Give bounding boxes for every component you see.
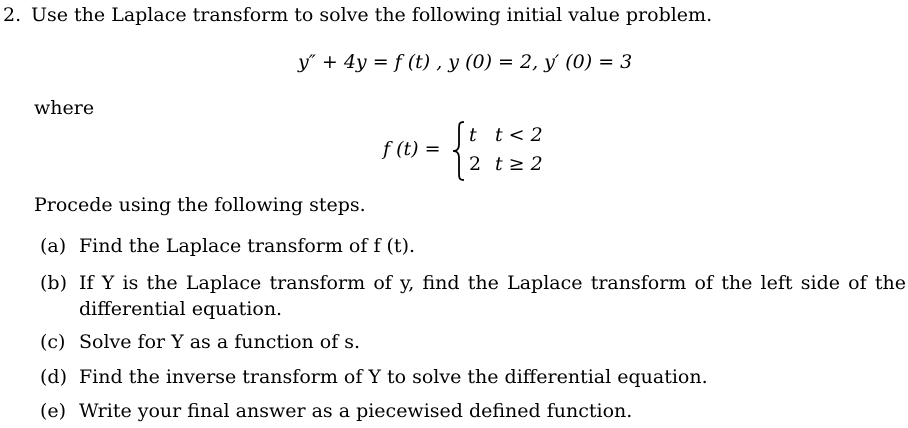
piecewise-case-2 xyxy=(469,151,543,177)
step-e-text: Write your final answer as a piecewised defined function. xyxy=(79,400,633,422)
left-brace-icon xyxy=(451,120,467,182)
step-b xyxy=(40,270,906,322)
problem-statement: Use the Laplace transform to solve the following initial value problem. xyxy=(31,4,713,26)
procede-instruction: Procede using the following steps. xyxy=(34,194,366,216)
where-label: where xyxy=(34,97,95,119)
step-a-text: Find the Laplace transform of f (t). xyxy=(79,235,416,257)
step-c-label: (c) xyxy=(40,331,66,353)
step-d-text: Find the inverse transform of Y to solve the differential equation. xyxy=(79,366,708,388)
step-c xyxy=(40,329,906,355)
step-d-label: (d) xyxy=(40,366,67,388)
problem-number: 2. xyxy=(3,4,22,26)
step-e-label: (e) xyxy=(40,400,67,422)
step-b-label: (b) xyxy=(40,272,67,294)
differential-equation: y″ + 4y = f (t) , y (0) = 2, y′ (0) = 3 xyxy=(298,51,633,73)
step-d xyxy=(40,364,906,390)
step-e xyxy=(40,398,906,424)
case-1-value: t xyxy=(469,124,477,146)
case-2-condition: t ≥ 2 xyxy=(495,153,543,175)
step-a-label: (a) xyxy=(40,235,67,257)
piecewise-case-1 xyxy=(469,122,543,148)
piecewise-lhs: f (t) = xyxy=(383,138,441,160)
problem-header xyxy=(3,2,712,28)
case-1-condition: t < 2 xyxy=(495,124,543,146)
case-2-value: 2 xyxy=(469,153,482,175)
step-a xyxy=(40,233,906,259)
step-b-text: If Y is the Laplace transform of y, find the Laplace transform of the left side of the differential equation. xyxy=(79,272,906,320)
step-c-text: Solve for Y as a function of s. xyxy=(79,331,361,353)
